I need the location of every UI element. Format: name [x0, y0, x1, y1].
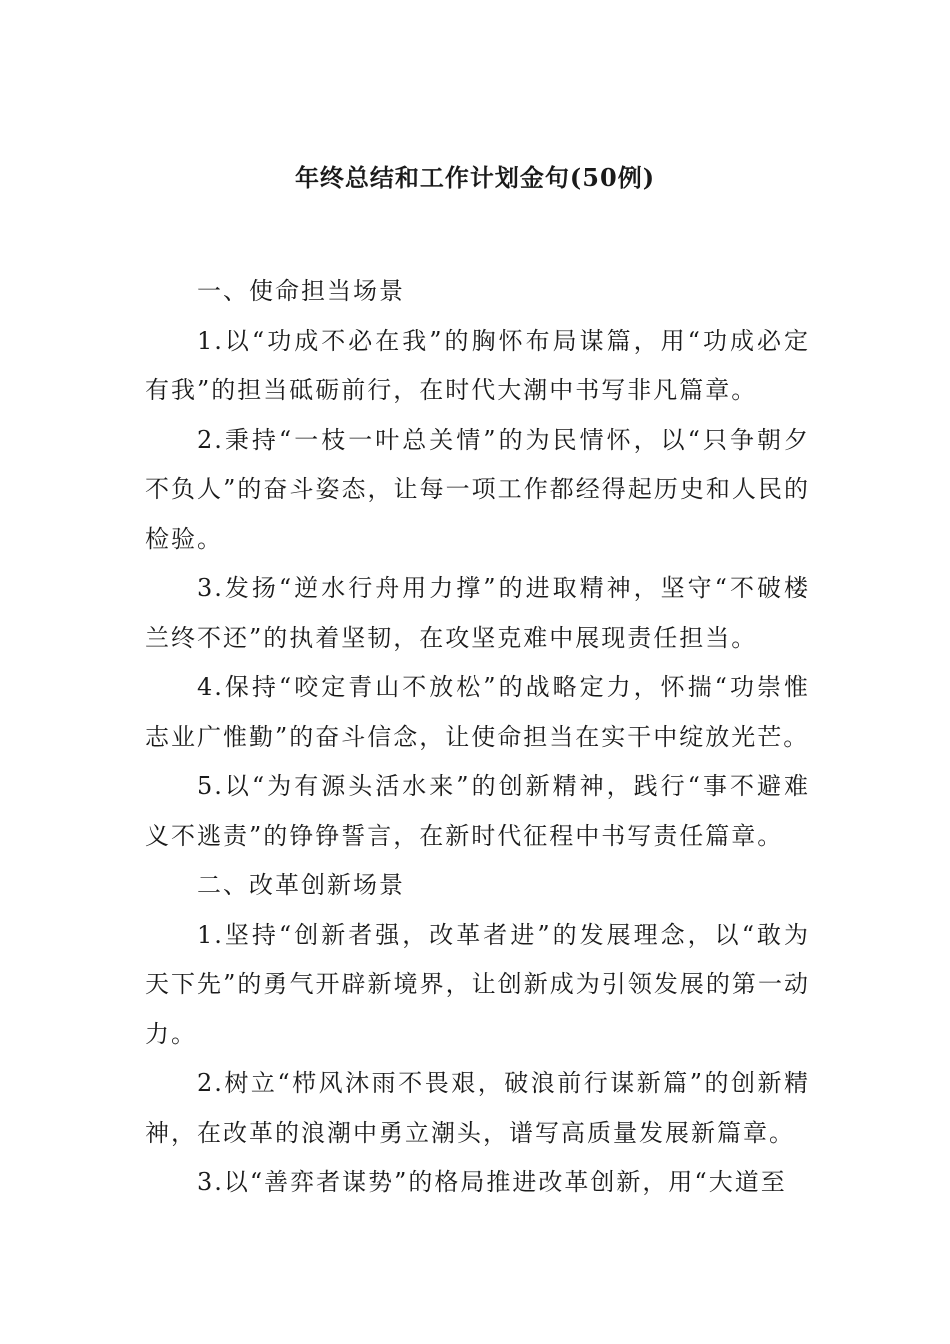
paragraph-reform-1: 1.坚持“创新者强，改革者进”的发展理念，以“敢为天下先”的勇气开辟新境界，让创新成为引领发展的第一动力。 [145, 920, 810, 1048]
paragraph-mission-1: 1.以“功成不必在我”的胸怀布局谋篇，用“功成必定有我”的担当砥砺前行，在时代大潮中书写非凡篇章。 [145, 326, 810, 404]
paragraph-mission-4: 4.保持“咬定青山不放松”的战略定力，怀揣“功崇惟志业广惟勤”的奋斗信念，让使命担当在实干中绽放光芒。 [145, 673, 810, 751]
paragraph-reform-2: 2.树立“栉风沐雨不畏艰，破浪前行谋新篇”的创新精神，在改革的浪潮中勇立潮头，谱写高质量发展新篇章。 [145, 1069, 810, 1147]
paragraph-mission-2: 2.秉持“一枝一叶总关情”的为民情怀，以“只争朝夕不负人”的奋斗姿态，让每一项工作都经得起历史和人民的检验。 [145, 425, 810, 553]
section-heading-reform: 二、改革创新场景 [197, 871, 405, 899]
paragraph-reform-3: 3.以“善弈者谋势”的格局推进改革创新，用“大道至 [197, 1168, 787, 1196]
paragraph-mission-3: 3.发扬“逆水行舟用力撑”的进取精神，坚守“不破楼兰终不还”的执着坚韧，在攻坚克难中展现责任担当。 [145, 574, 810, 652]
document-title: 年终总结和工作计划金句(50例) [294, 163, 656, 192]
paragraph-mission-5: 5.以“为有源头活水来”的创新精神，践行“事不避难义不逃责”的铮铮誓言，在新时代征程中书写责任篇章。 [145, 772, 810, 850]
section-heading-mission: 一、使命担当场景 [197, 277, 405, 305]
document-body [145, 267, 810, 1208]
